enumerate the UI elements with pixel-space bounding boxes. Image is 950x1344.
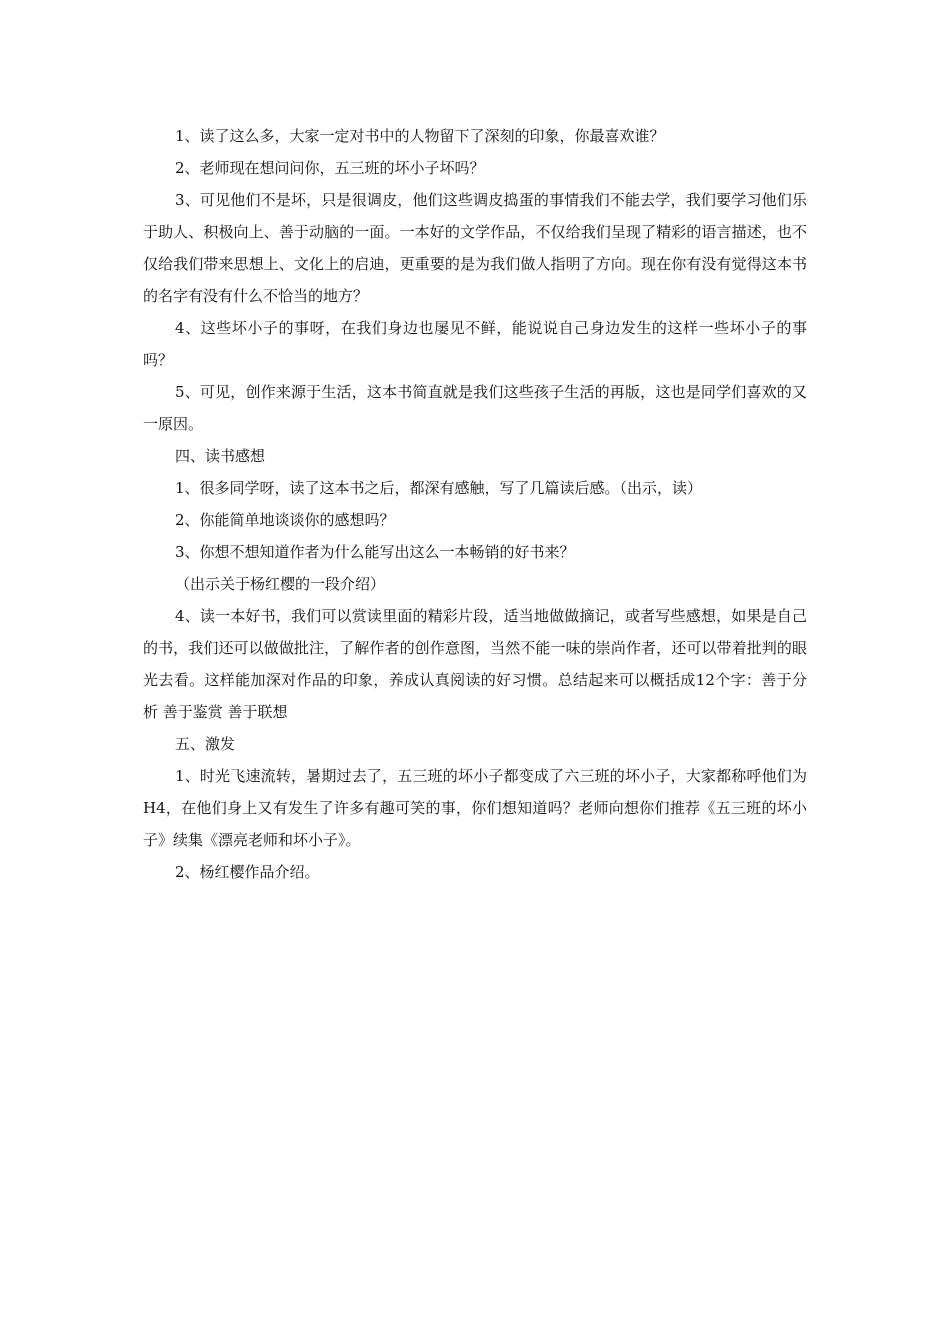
paragraph-thoughts-4: 4、读一本好书，我们可以赏读里面的精彩片段，适当地做做摘记，或者写些感想，如果是自己的书，我们还可以做做批注，了解作者的创作意图，当然不能一味的崇尚作者，还可以带着批判的眼光去看。这样能加深对作品的印象，养成认真阅读的好习惯。总结起来可以概括成12个字：善于分析 善于鉴赏 善于联想 <box>143 607 807 721</box>
paragraph-inspire-1: 1、时光飞速流转，暑期过去了，五三班的坏小子都变成了六三班的坏小子，大家都称呼他们为H4，在他们身上又有发生了许多有趣可笑的事，你们想知道吗？老师向想你们推荐《五三班的坏小子》续集《漂亮老师和坏小子》。 <box>143 767 807 849</box>
paragraph-question-1: 1、读了这么多，大家一定对书中的人物留下了深刻的印象，你最喜欢谁？ <box>175 127 665 145</box>
paragraph-thoughts-2: 2、你能简单地谈谈你的感想吗？ <box>175 511 395 529</box>
paragraph-question-3: 3、可见他们不是坏，只是很调皮，他们这些调皮捣蛋的事情我们不能去学，我们要学习他们乐于助人、积极向上、善于动脑的一面。一本好的文学作品，不仅给我们呈现了精彩的语言描述，也不仅给我们带来思想上、文化上的启迪，更重要的是为我们做人指明了方向。现在你有没有觉得这本书的名字有没有什么不恰当的地方？ <box>143 191 807 305</box>
paragraph-question-5: 5、可见，创作来源于生活，这本书简直就是我们这些孩子生活的再版，这也是同学们喜欢的又一原因。 <box>143 383 807 433</box>
paragraph-author-intro-note: （出示关于杨红樱的一段介绍） <box>175 575 386 593</box>
paragraph-question-2: 2、老师现在想问问你，五三班的坏小子坏吗？ <box>175 159 485 177</box>
paragraph-thoughts-1: 1、很多同学呀，读了这本书之后，都深有感触，写了几篇读后感。（出示，读） <box>175 479 703 497</box>
document-body <box>143 120 807 888</box>
section-heading-reading-thoughts: 四、读书感想 <box>175 447 266 465</box>
paragraph-thoughts-3: 3、你想不想知道作者为什么能写出这么一本畅销的好书来？ <box>175 543 575 561</box>
paragraph-question-4: 4、这些坏小子的事呀，在我们身边也屡见不鲜，能说说自己身边发生的这样一些坏小子的事吗？ <box>143 319 807 369</box>
paragraph-inspire-2: 2、杨红樱作品介绍。 <box>175 863 320 881</box>
section-heading-inspire: 五、激发 <box>175 735 236 753</box>
